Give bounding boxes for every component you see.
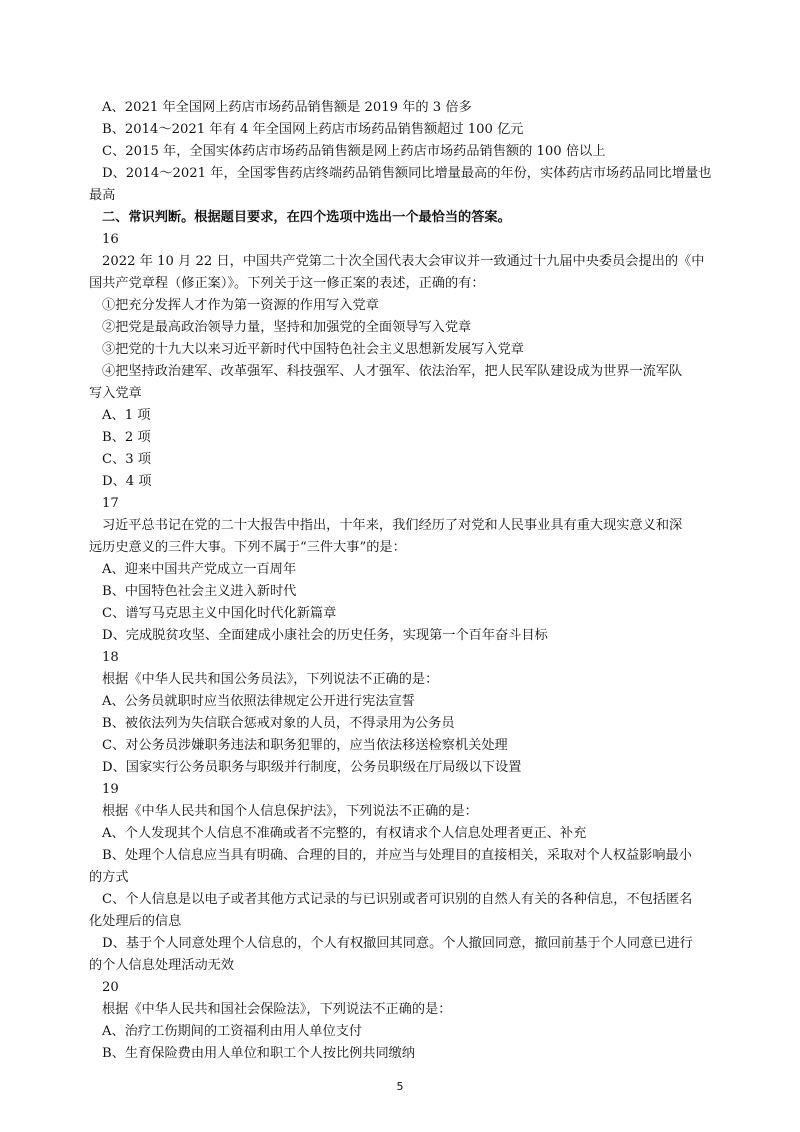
q15-option-a: A、2021 年全国网上药店市场药品销售额是 2019 年的 3 倍多 bbox=[102, 100, 472, 115]
q19-option-c-line2: 化处理后的信息 bbox=[89, 914, 182, 929]
q20-option-a: A、治疗工伤期间的工资福利由用人单位支付 bbox=[102, 1024, 363, 1039]
q16-item-4: ④把坚持政治建军、改革强军、科技强军、人才强军、依法治军，把人民军队建设成为世界一流军队 bbox=[102, 364, 683, 379]
q19-option-c-line1: C、个人信息是以电子或者其他方式记录的与已识别或者可识别的自然人有关的各种信息，不包括匿名 bbox=[102, 892, 693, 907]
q17-option-b: B、中国特色社会主义进入新时代 bbox=[102, 584, 297, 599]
q19-option-a: A、个人发现其个人信息不准确或者不完整的，有权请求个人信息处理者更正、补充 bbox=[102, 826, 587, 841]
q17-number: 17 bbox=[102, 496, 119, 511]
q16-stem-line2: 国共产党章程（修正案）》。下列关于这一修正案的表述，正确的有： bbox=[89, 276, 485, 291]
q16-item-4-tail: 写入党章 bbox=[89, 386, 142, 401]
q15-option-b: B、2014～2021 年有 4 年全国网上药店市场药品销售额超过 100 亿元 bbox=[102, 122, 524, 137]
q16-item-3: ③把党的十九大以来习近平新时代中国特色社会主义思想新发展写入党章 bbox=[102, 342, 524, 357]
q18-number: 18 bbox=[102, 650, 119, 665]
q16-item-2: ②把党是最高政治领导力量，坚持和加强党的全面领导写入党章 bbox=[102, 320, 472, 335]
q16-option-d: D、4 项 bbox=[102, 474, 152, 489]
q16-option-c: C、3 项 bbox=[102, 452, 152, 467]
q19-number: 19 bbox=[102, 782, 119, 797]
q20-stem: 根据《中华人民共和国社会保险法》，下列说法不正确的是： bbox=[102, 1002, 452, 1017]
q18-stem: 根据《中华人民共和国公务员法》，下列说法不正确的是： bbox=[102, 672, 439, 687]
q17-stem-line2: 远历史意义的三件大事。下列不属于“三件大事”的是： bbox=[89, 540, 406, 555]
q17-option-a: A、迎来中国共产党成立一百周年 bbox=[102, 562, 297, 577]
q19-option-d-line2: 的个人信息处理活动无效 bbox=[89, 958, 235, 973]
q18-option-c: C、对公务员涉嫌职务违法和职务犯罪的，应当依法移送检察机关处理 bbox=[102, 738, 508, 753]
q15-option-c: C、2015 年，全国实体药店市场药品销售额是网上药店市场药品销售额的 100 倍以上 bbox=[102, 144, 606, 159]
q16-stem-line1: 2022 年 10 月 22 日，中国共产党第二十次全国代表大会审议并一致通过十九届中央委员会提出的《中 bbox=[102, 254, 705, 269]
q19-option-b-line2: 的方式 bbox=[89, 870, 129, 885]
q17-option-d: D、完成脱贫攻坚、全面建成小康社会的历史任务，实现第一个百年奋斗目标 bbox=[102, 628, 548, 643]
q16-item-1: ①把充分发挥人才作为第一资源的作用写入党章 bbox=[102, 298, 379, 313]
q20-option-b: B、生育保险费由用人单位和职工个人按比例共同缴纳 bbox=[102, 1046, 416, 1061]
q17-stem-line1: 习近平总书记在党的二十大报告中指出，十年来，我们经历了对党和人民事业具有重大现实意义和深 bbox=[102, 518, 683, 533]
q15-option-d: D、2014～2021 年，全国零售药店终端药品销售额同比增量最高的年份，实体药店市场药品同比增量也 bbox=[102, 166, 712, 181]
q16-number: 16 bbox=[102, 232, 119, 247]
q16-option-b: B、2 项 bbox=[102, 430, 151, 445]
q18-option-d: D、国家实行公务员职务与职级并行制度，公务员职级在厅局级以下设置 bbox=[102, 760, 522, 775]
q16-option-a: A、1 项 bbox=[102, 408, 151, 423]
q17-option-c: C、谱写马克思主义中国化时代化新篇章 bbox=[102, 606, 337, 621]
q20-number: 20 bbox=[102, 980, 119, 995]
q19-stem: 根据《中华人民共和国个人信息保护法》，下列说法不正确的是： bbox=[102, 804, 478, 819]
q18-option-a: A、公务员就职时应当依照法律规定公开进行宪法宣誓 bbox=[102, 694, 415, 709]
q18-option-b: B、被依法列为失信联合惩戒对象的人员，不得录用为公务员 bbox=[102, 716, 455, 731]
page-number: 5 bbox=[396, 1080, 404, 1093]
q15-option-d-tail: 最高 bbox=[89, 188, 116, 203]
q19-option-d-line1: D、基于个人同意处理个人信息的，个人有权撤回其同意。个人撤回同意，撤回前基于个人同意已进行 bbox=[102, 936, 693, 951]
q19-option-b-line1: B、处理个人信息应当具有明确、合理的目的，并应当与处理目的直接相关，采取对个人权益影响最小 bbox=[102, 848, 692, 863]
section-heading: 二、常识判断。根据题目要求，在四个选项中选出一个最恰当的答案。 bbox=[102, 210, 511, 225]
